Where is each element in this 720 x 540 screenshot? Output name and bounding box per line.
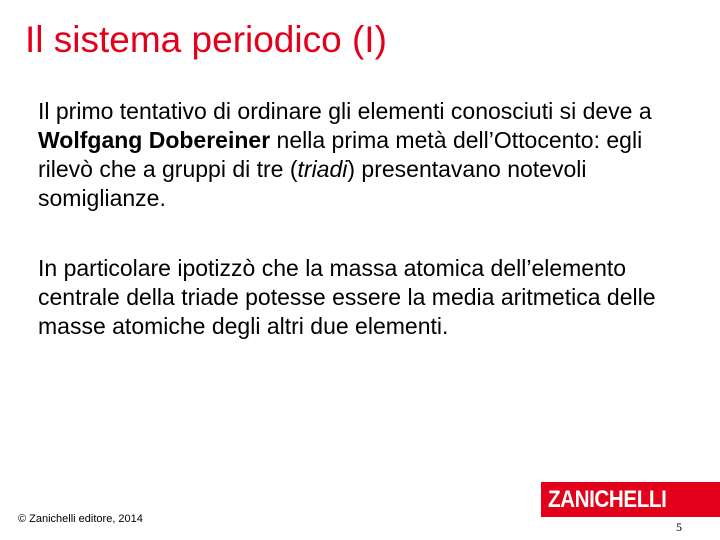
logo-text: ZANICHELLI	[548, 486, 667, 513]
copyright-notice: © Zanichelli editore, 2014	[18, 513, 143, 525]
triadi-term: triadi	[297, 156, 348, 182]
scientist-name: Wolfgang Dobereiner	[38, 127, 271, 153]
paragraph-dobereiner	[38, 97, 698, 213]
paragraph-text: Il primo tentativo di ordinare gli elementi conosciuti si deve a	[38, 98, 652, 124]
paragraph-text: nella prima metà dell’Ottocento: egli rilevò che a gruppi di tre (	[38, 127, 643, 182]
page-number: 5	[676, 520, 682, 534]
paragraph-hypothesis: In particolare ipotizzò che la massa atomica dell’elemento centrale della triade potesse essere la media aritmetica delle masse atomiche degli altri due elementi.	[38, 255, 656, 339]
zanichelli-logo	[541, 482, 720, 517]
slide-title: Il sistema periodico (I)	[25, 19, 387, 60]
paragraph-text: ) presentavano notevoli somiglianze.	[38, 156, 587, 211]
